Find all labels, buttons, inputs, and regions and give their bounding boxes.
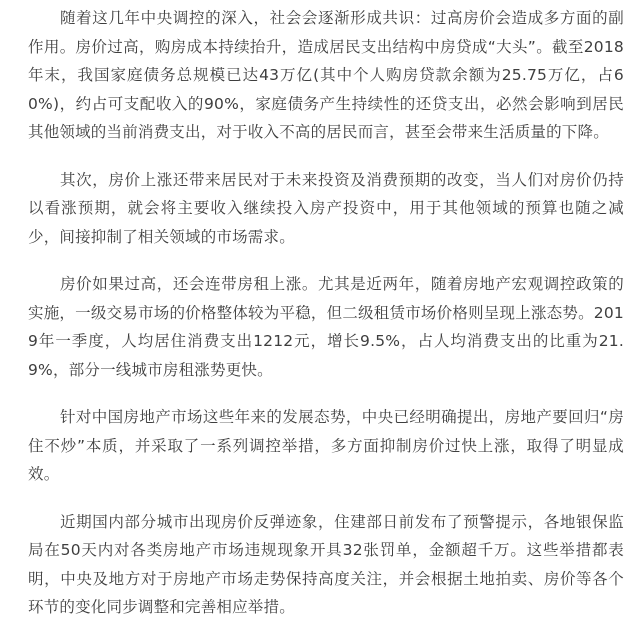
- paragraph-housing-debt: 随着这几年中央调控的深入，社会会逐渐形成共识：过高房价会造成多方面的副作用。房价过高，购房成本持续抬升，造成居民支出结构中房贷成“大头”。截至2018年末，我国家庭债务总规模已达43万亿(其中个人购房贷款余额为25.75万亿，占60%)，约占可支配收入的90%，家庭债务产生持续性的还贷支出，必然会影响到居民其他领域的当前消费支出，对于收入不高的居民而言，甚至会带来生活质量的下降。: [28, 9, 624, 141]
- paragraph-price-expectations: 其次，房价上涨还带来居民对于未来投资及消费预期的改变，当人们对房价仍持以看涨预期，就会将主要收入继续投入房产投资中，用于其他领域的预算也随之减少，间接抑制了相关领域的市场需求。: [28, 170, 624, 246]
- paragraph-rent-increase: 房价如果过高，还会连带房租上涨。尤其是近两年，随着房地产宏观调控政策的实施，一级交易市场的价格整体较为平稳，但二级租赁市场价格则呈现上涨态势。2019年一季度，人均居住消费支出1212元，增长9.5%，占人均消费支出的比重为21.9%，部分一线城市房租涨势更快。: [28, 275, 624, 379]
- paragraph-recent-measures: 近期国内部分城市出现房价反弹迹象，住建部日前发布了预警提示，各地银保监局在50天内对各类房地产市场违规现象开具32张罚单，金额超千万。这些举措都表明，中央及地方对于房地产市场走势保持高度关注，并会根据土地拍卖、房价等各个环节的变化同步调整和完善相应举措。: [28, 512, 624, 616]
- paragraph-policy-response: 针对中国房地产市场这些年来的发展态势，中央已经明确提出，房地产要回归“房住不炒”本质，并采取了一系列调控举措，多方面抑制房价过快上涨，取得了明显成效。: [28, 408, 624, 483]
